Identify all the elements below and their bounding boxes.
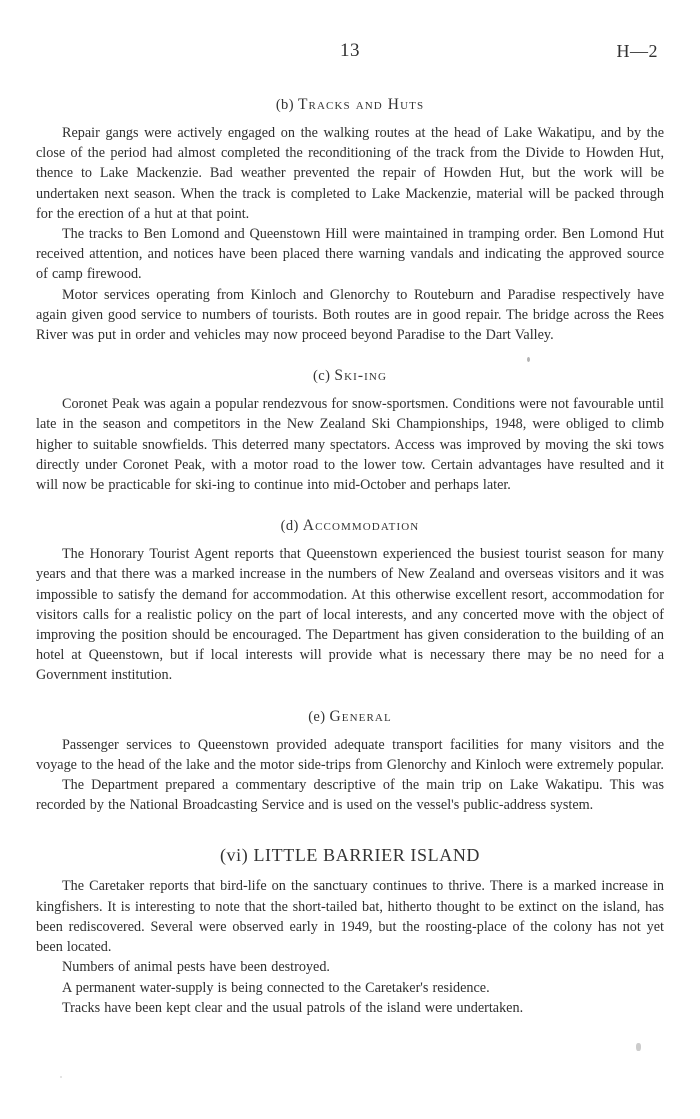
page-header: [36, 40, 664, 74]
ink-speck: [60, 1076, 62, 1078]
section-label: (vi): [219, 845, 249, 866]
section-little-barrier-island: [36, 845, 664, 1017]
section-heading: [36, 96, 664, 114]
ink-speck: [636, 1043, 641, 1051]
section-heading: [36, 708, 664, 726]
paragraph: Repair gangs were actively engaged on the walking routes at the head of Lake Wakatipu, and by the close of the period had almost completed the reconditioning of the track from the Divide to Howden Hut, thence to Lake Mackenzie. Bad weather prevented the repair of Howden Hut, but the work will be undertaken next season. When the track is completed to Lake Mackenzie, material will be packed through for the erection of a hut at that point.: [36, 125, 664, 222]
section-accommodation: [36, 517, 664, 685]
document-reference: H—2: [616, 41, 658, 61]
section-title: Ski-ing: [334, 367, 387, 385]
section-label: (b): [275, 97, 294, 113]
paragraph: The Caretaker reports that bird-life on the sanctuary continues to thrive. There is a marked increase in kingfishers. It is interesting to note that the short-tailed bat, hitherto thought to be extinct on the island, has been rediscovered. Several were observed early in 1949, but the roosting-place of the colony has not yet been located.: [36, 878, 664, 956]
section-heading: [36, 517, 664, 535]
section-title: Tracks and Huts: [297, 96, 425, 113]
section-ski-ing: [36, 367, 664, 495]
section-title: Accommodation: [302, 517, 420, 535]
section-general: [36, 708, 664, 816]
section-heading: [36, 367, 664, 385]
section-title: LITTLE BARRIER ISLAND: [253, 845, 481, 866]
section-heading: [36, 845, 664, 866]
page-number: 13: [340, 40, 360, 61]
section-title: General: [329, 707, 392, 725]
section-label: (c): [313, 368, 331, 385]
paragraph: Numbers of animal pests have been destroyed.: [62, 959, 330, 976]
paragraph: A permanent water-supply is being connected to the Caretaker's residence.: [62, 979, 490, 996]
section-tracks-and-huts: [36, 96, 664, 345]
ink-speck: [527, 357, 530, 362]
paragraph: The tracks to Ben Lomond and Queenstown Hill were maintained in tramping order. Ben Lomond Hut received attention, and notices have been placed there warning vandals and indicating the approved source of camp firewood.: [36, 226, 664, 283]
paragraph: Passenger services to Queenstown provided adequate transport facilities for many visitors and the voyage to the head of the lake and the motor side-trips from Glenorchy and Kinloch were extremely popular.: [36, 736, 664, 773]
section-label: (e): [308, 708, 326, 725]
paragraph: Motor services operating from Kinloch and Glenorchy to Routeburn and Paradise respectively have again given good service to numbers of tourists. Both routes are in good repair. The bridge across the Rees River was put in order and vehicles may now proceed beyond Paradise to the Dart Valley.: [36, 286, 664, 344]
paragraph: The Department prepared a commentary descriptive of the main trip on Lake Wakatipu. This was recorded by the National Broadcasting Service and is used on the vessel's public-address system.: [36, 777, 664, 814]
section-label: (d): [280, 518, 299, 535]
page-content: [36, 40, 664, 1020]
paragraph: The Honorary Tourist Agent reports that Queenstown experienced the busiest tourist season for many years and that there was a marked increase in the numbers of New Zealand and overseas visitors and it was impossible to satisfy the demand for accommodation. At this otherwise excellent resort, accommodation for visitors calls for a realistic policy on the part of local interests, and any concerted move with the object of improving the position should be encouraged. The Department has given consideration to the building of an hotel at Queenstown, but if local interests will provide what is necessary there may be no need for a Government institution.: [36, 546, 664, 684]
paragraph: Tracks have been kept clear and the usual patrols of the island were undertaken.: [62, 999, 524, 1016]
paragraph: Coronet Peak was again a popular rendezvous for snow-sportsmen. Conditions were not favourable until late in the season and competitors in the New Zealand Ski Championships, 1948, were obliged to climb higher to suitable snowfields. This deterred many spectators. Access was improved by moving the ski tows directly under Coronet Peak, with a motor road to the lower tow. Certain advantages have resulted and it will now be practicable for ski-ing to continue into mid-October and perhaps later.: [36, 396, 664, 494]
